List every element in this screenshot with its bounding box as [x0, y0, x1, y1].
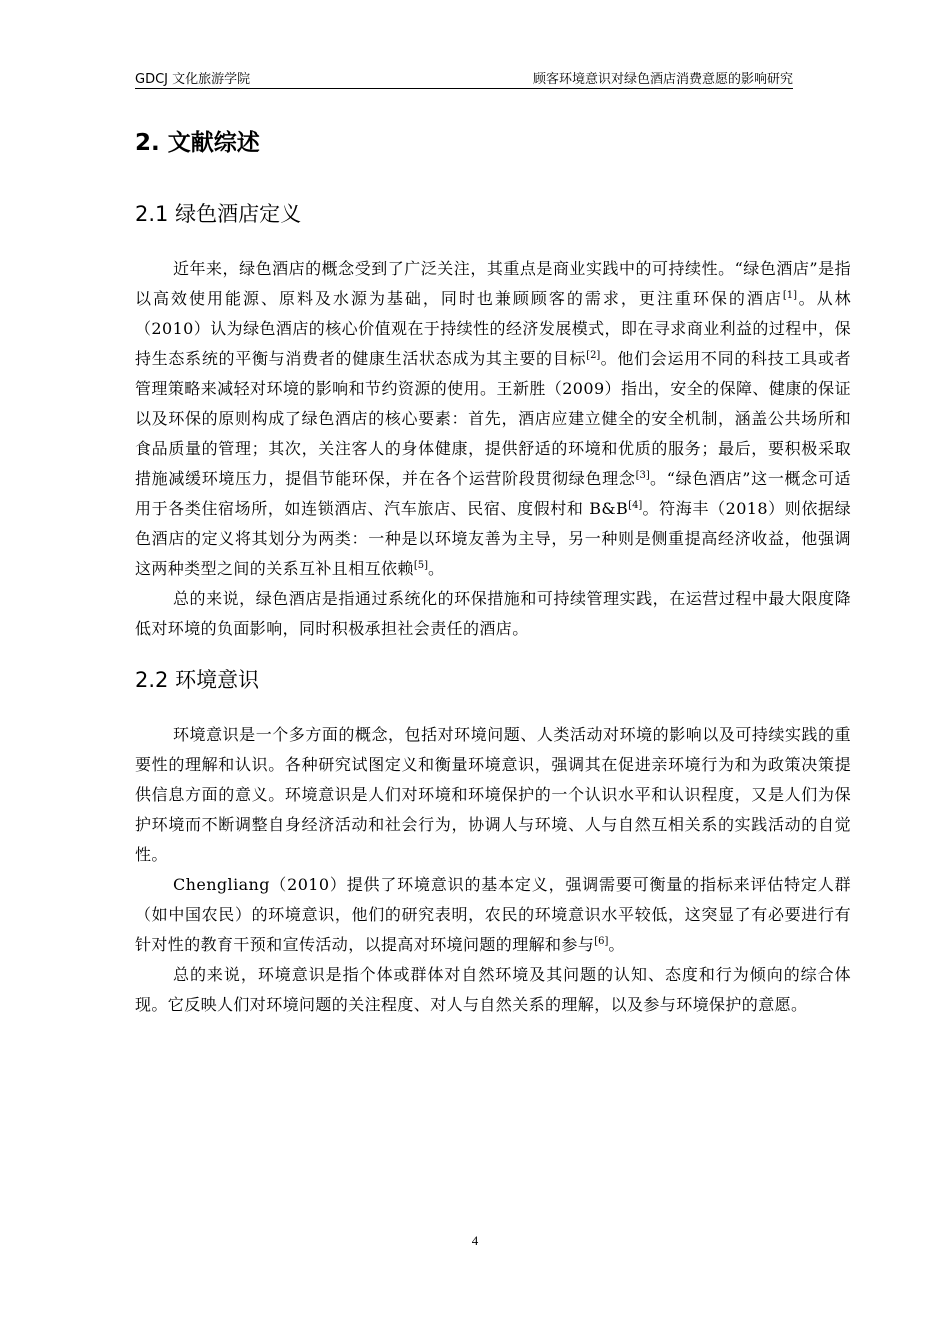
header-thesis-title: 顾客环境意识对绿色酒店消费意愿的影响研究 — [532, 72, 793, 87]
citation-marker: [4] — [628, 500, 643, 511]
paragraph-text: 。从林（2010）认为绿色酒店的核心价值观在于持续性的经济发展模式，即在寻求商业利益的过程中，保持生态系统的平衡与消费者的健康生活状态成为其主要的目标 — [135, 289, 852, 368]
body-paragraph — [135, 720, 851, 870]
paragraph-text: 环境意识是一个多方面的概念，包括对环境问题、人类活动对环境的影响以及可持续实践的重要性的理解和认识。各种研究试图定义和衡量环境意识，强调其在促进亲环境行为和为政策决策提供信息方面的意义。环境意识是人们对环境和环境保护的一个认识水平和认识程度，又是人们为保护环境而不断调整自身经济活动和社会行为，协调人与环境、人与自然互相关系的实践活动的自觉性。 — [135, 725, 851, 864]
paragraph-text: 总的来说，环境意识是指个体或群体对自然环境及其问题的认知、态度和行为倾向的综合体现。它反映人们对环境问题的关注程度、对人与自然关系的理解，以及参与环境保护的意愿。 — [135, 965, 851, 1014]
paragraph-text: 总的来说，绿色酒店是指通过系统化的环保措施和可持续管理实践，在运营过程中最大限度降低对环境的负面影响，同时积极承担社会责任的酒店。 — [135, 589, 851, 638]
sections-container — [135, 198, 851, 1020]
page-number: 4 — [471, 1233, 479, 1248]
citation-marker: [1] — [782, 290, 798, 301]
citation-marker: [2] — [586, 350, 601, 361]
citation-marker: [5] — [413, 560, 428, 571]
running-header — [135, 66, 793, 89]
paragraph-text: 。“绿色酒店”这一概念可适用于各类住宿场所，如连锁酒店、汽车旅店、民宿、度假村和 B&B — [135, 469, 851, 518]
body-paragraph — [135, 254, 851, 584]
main-content — [135, 126, 851, 1040]
body-paragraph — [135, 584, 851, 644]
header-institution: GDCJ 文化旅游学院 — [135, 72, 251, 87]
citation-marker: [6] — [594, 936, 609, 947]
citation-marker: [3] — [635, 470, 650, 481]
paragraph-text: 近年来，绿色酒店的概念受到了广泛关注，其重点是商业实践中的可持续性。“绿色酒店”是指以高效使用能源、原料及水源为基础，同时也兼顾顾客的需求，更注重环保的酒店 — [135, 259, 851, 308]
chapter-title: 2. 文献综述 — [135, 130, 260, 156]
paragraph-text: 。 — [427, 559, 445, 578]
section-block — [135, 198, 851, 644]
body-paragraph — [135, 960, 851, 1020]
section-heading: 2.1 绿色酒店定义 — [135, 202, 302, 226]
body-paragraph — [135, 870, 851, 960]
paragraph-text: 。符海丰（2018）则依据绿色酒店的定义将其划分为两类：一种是以环境友善为主导，另一种则是侧重提高经济收益，他强调这两种类型之间的关系互补且相互依赖 — [135, 499, 851, 578]
section-heading: 2.2 环境意识 — [135, 668, 260, 692]
paragraph-text: 。 — [608, 935, 625, 954]
paragraph-text: 。他们会运用不同的科技工具或者管理策略来减轻对环境的影响和节约资源的使用。王新胜（2009）指出，安全的保障、健康的保证以及环保的原则构成了绿色酒店的核心要素：首先，酒店应建立健全的安全机制，涵盖公共场所和食品质量的管理；其次，关注客人的身体健康，提供舒适的环境和优质的服务；最后，要积极采取措施减缓环境压力，提倡节能环保，并在各个运营阶段贯彻绿色理念 — [135, 349, 851, 488]
section-block — [135, 664, 851, 1020]
paragraph-text: Chengliang（2010）提供了环境意识的基本定义，强调需要可衡量的指标来评估特定人群（如中国农民）的环境意识，他们的研究表明，农民的环境意识水平较低，这突显了有必要进行有针对性的教育干预和宣传活动，以提高对环境问题的理解和参与 — [135, 875, 851, 954]
